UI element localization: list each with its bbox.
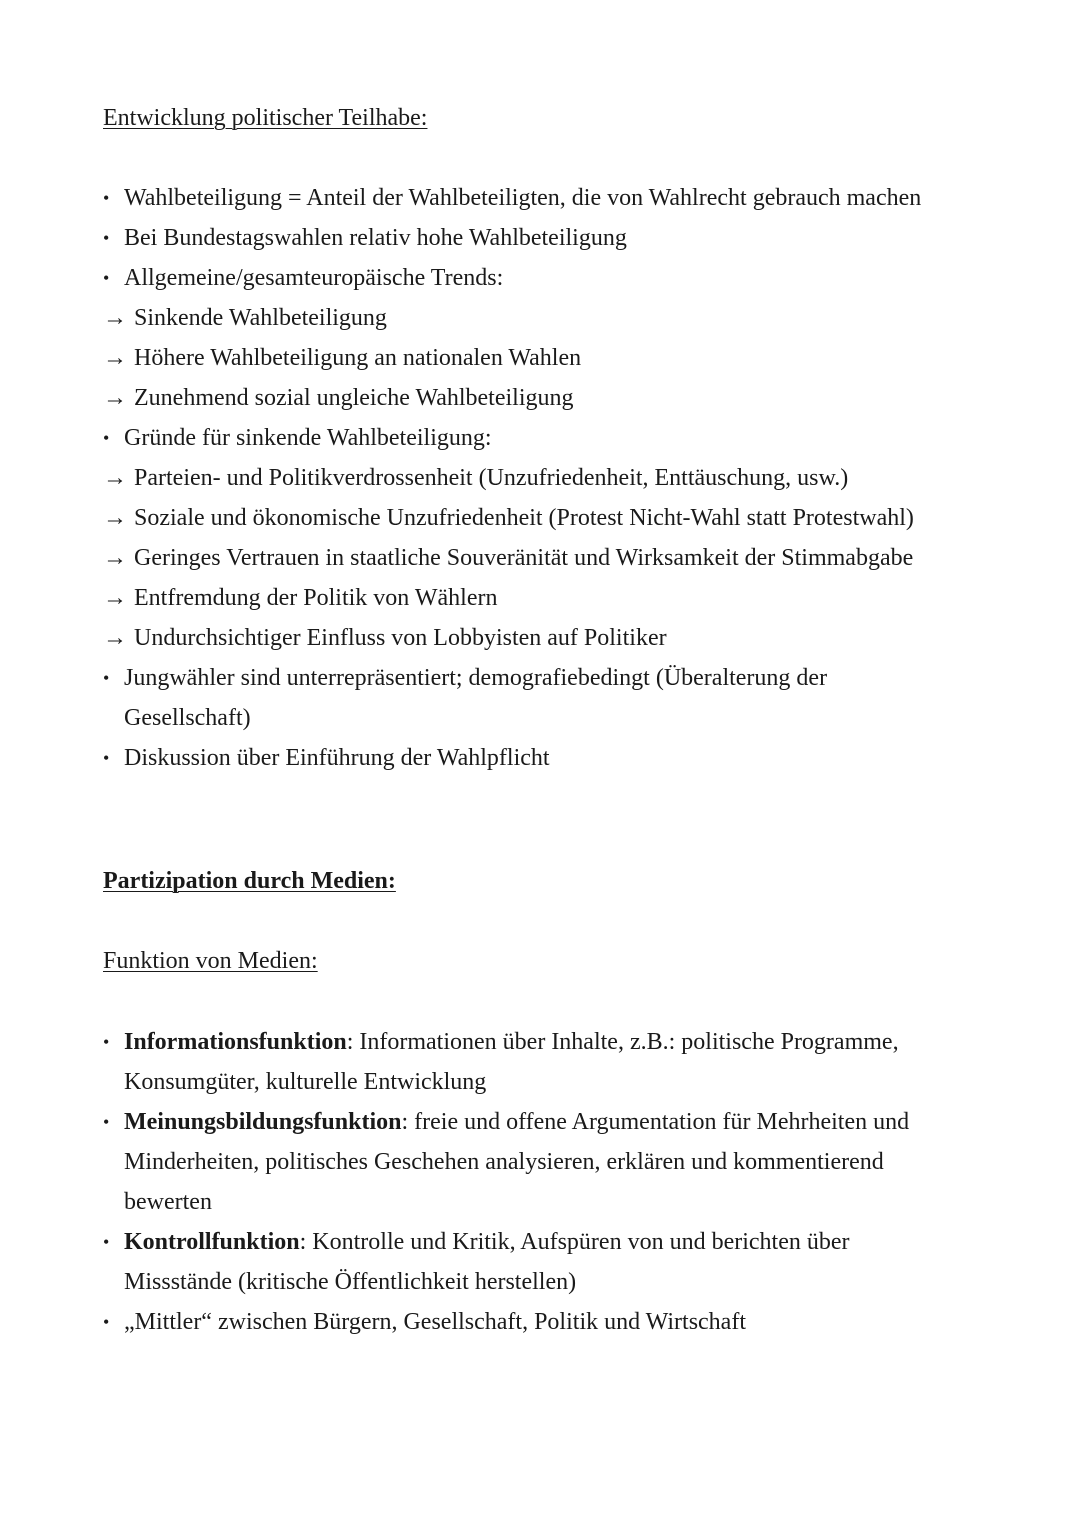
funktion-list — [103, 1022, 963, 1342]
list-item-text: Zunehmend sozial ungleiche Wahlbeteiligung — [134, 385, 574, 411]
bullet-icon: • — [103, 1232, 110, 1252]
bullet-icon: • — [103, 228, 110, 248]
list-item-text: Gründe für sinkende Wahlbeteiligung: — [124, 425, 492, 451]
list-item-text: Diskussion über Einführung der Wahlpflicht — [124, 745, 550, 771]
list-item — [103, 1222, 914, 1302]
list-item-term: Kontrollfunktion — [124, 1229, 300, 1255]
list-item-term: Meinungsbildungsfunktion — [124, 1109, 402, 1135]
list-item-text: Parteien- und Politikverdrossenheit (Unzufriedenheit, Enttäuschung, usw.) — [134, 465, 849, 491]
arrow-right-icon: → — [103, 345, 127, 371]
list-item-text: : freie und offene Argumentation für Mehrheiten und Minderheiten, politisches Geschehen analysieren, erklären und kommentierend bewerten — [124, 1109, 910, 1215]
subsection-heading-funktion: Funktion von Medien: — [103, 948, 318, 974]
list-item-text: Entfremdung der Politik von Wählern — [134, 585, 498, 611]
list-item — [103, 538, 983, 578]
list-item — [103, 378, 983, 418]
list-item — [103, 618, 983, 658]
bullet-icon: • — [103, 428, 110, 448]
section-heading-teilhabe: Entwicklung politischer Teilhabe: — [103, 105, 428, 131]
list-item — [103, 1102, 963, 1222]
list-item — [103, 1022, 963, 1102]
bullet-icon: • — [103, 268, 110, 288]
list-item — [103, 1302, 963, 1342]
list-item-text: Sinkende Wahlbeteiligung — [134, 305, 387, 331]
bullet-icon: • — [103, 1312, 110, 1332]
list-item-text: Jungwähler sind unterrepräsentiert; demografiebedingt (Überalterung der Gesellschaft) — [124, 665, 828, 731]
bullet-icon: • — [103, 1032, 110, 1052]
list-item — [103, 418, 983, 458]
arrow-right-icon: → — [103, 385, 127, 411]
section-heading-medien: Partizipation durch Medien: — [103, 868, 396, 894]
list-item-text: Soziale und ökonomische Unzufriedenheit (Protest Nicht-Wahl statt Protestwahl) — [134, 505, 914, 531]
list-item-text: Undurchsichtiger Einfluss von Lobbyisten auf Politiker — [134, 625, 667, 651]
list-item — [103, 258, 983, 298]
list-item-text: : Informationen über Inhalte, z.B.: politische Programme, Konsumgüter, kulturelle Entwicklung — [124, 1029, 899, 1095]
arrow-right-icon: → — [103, 585, 127, 611]
list-item-text: Geringes Vertrauen in staatliche Souveränität und Wirksamkeit der Stimmabgabe — [134, 545, 914, 571]
list-item — [103, 178, 983, 218]
list-item — [103, 498, 983, 538]
list-item-term: Informationsfunktion — [124, 1029, 347, 1055]
list-item-text: Allgemeine/gesamteuropäische Trends: — [124, 265, 504, 291]
list-item-text: Wahlbeteiligung = Anteil der Wahlbeteiligten, die von Wahlrecht gebrauch machen — [124, 185, 922, 211]
list-item — [103, 578, 983, 618]
list-item-text: Höhere Wahlbeteiligung an nationalen Wahlen — [134, 345, 582, 371]
arrow-right-icon: → — [103, 305, 127, 331]
list-item — [103, 458, 983, 498]
list-item — [103, 658, 884, 738]
list-item — [103, 738, 983, 778]
list-item-text: Bei Bundestagswahlen relativ hohe Wahlbeteiligung — [124, 225, 627, 251]
arrow-right-icon: → — [103, 545, 127, 571]
arrow-right-icon: → — [103, 505, 127, 531]
list-item — [103, 298, 983, 338]
bullet-icon: • — [103, 668, 110, 688]
bullet-icon: • — [103, 1112, 110, 1132]
arrow-right-icon: → — [103, 465, 127, 491]
bullet-icon: • — [103, 188, 110, 208]
arrow-right-icon: → — [103, 625, 127, 651]
bullet-icon: • — [103, 748, 110, 768]
list-item-text: „Mittler“ zwischen Bürgern, Gesellschaft, Politik und Wirtschaft — [124, 1309, 746, 1335]
teilhabe-list — [103, 178, 983, 778]
list-item-text: : Kontrolle und Kritik, Aufspüren von und berichten über Missstände (kritische Öffentlichkeit herstellen) — [124, 1229, 850, 1295]
list-item — [103, 338, 983, 378]
list-item — [103, 218, 983, 258]
